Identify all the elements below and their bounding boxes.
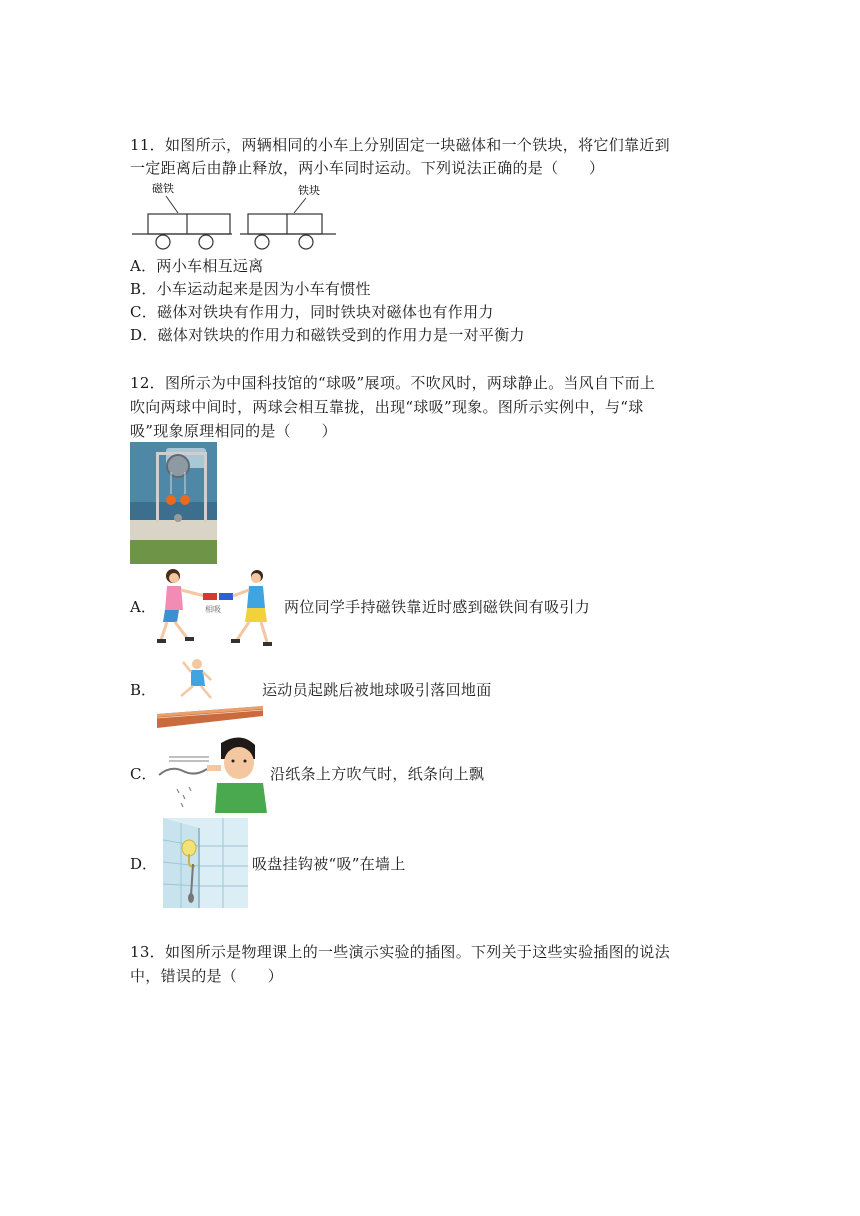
q12-option-d-image: [163, 818, 248, 908]
q12-stem-line3: 吸”现象原理相同的是（ ）: [130, 422, 337, 440]
q12-stem-line2: 吹向两球中间时，两球会相互靠拢，出现“球吸”现象。图所示实例中，与“球: [130, 398, 644, 416]
q12-option-a-image-label: 相吸: [205, 605, 221, 614]
q12-option-c-image: [157, 735, 269, 813]
q11-stem-line1: 11．如图所示，两辆相同的小车上分别固定一块磁体和一个铁块，将它们靠近到: [130, 136, 670, 154]
q11-cart-magnet: [148, 214, 230, 249]
q12-option-d-letter[interactable]: D．: [130, 855, 158, 873]
q12-option-b-image: [157, 656, 263, 728]
q11-label-iron: 铁块: [298, 185, 320, 197]
q12-option-b-letter[interactable]: B．: [130, 681, 157, 699]
q12-option-a-image: [157, 566, 275, 648]
q11-stem-line2: 一定距离后由静止释放，两小车同时运动。下列说法正确的是（ ）: [130, 159, 605, 177]
q12-option-c-letter[interactable]: C．: [130, 765, 157, 783]
q12-option-c-text: 沿纸条上方吹气时，纸条向上飘: [270, 765, 485, 783]
q13-stem-line1: 13．如图所示是物理课上的一些演示实验的插图。下列关于这些实验插图的说法: [130, 943, 670, 961]
q12-option-b-text: 运动员起跳后被地球吸引落回地面: [262, 681, 492, 699]
q11-cart-iron: [248, 214, 322, 249]
q11-carts-figure: [130, 180, 340, 250]
q11-option-d[interactable]: D．磁体对铁块的作用力和磁铁受到的作用力是一对平衡力: [130, 326, 525, 344]
q13-stem-line2: 中，错误的是（ ）: [130, 967, 284, 985]
q12-option-a-letter[interactable]: A．: [130, 598, 156, 616]
q11-label-magnet: 磁铁: [152, 183, 174, 195]
q11-option-c[interactable]: C．磁体对铁块有作用力，同时铁块对磁体也有作用力: [130, 303, 494, 321]
q12-stem-line1: 12．图所示为中国科技馆的“球吸”展项。不吹风时，两球静止。当风自下而上: [130, 374, 656, 392]
q11-option-b[interactable]: B．小车运动起来是因为小车有惯性: [130, 280, 371, 298]
q12-exhibit-photo: [130, 442, 217, 564]
q12-option-a-text: 两位同学手持磁铁靠近时感到磁铁间有吸引力: [284, 598, 591, 616]
q11-option-a[interactable]: A．两小车相互远离: [130, 257, 264, 275]
q12-option-d-text: 吸盘挂钩被“吸”在墙上: [252, 855, 406, 873]
